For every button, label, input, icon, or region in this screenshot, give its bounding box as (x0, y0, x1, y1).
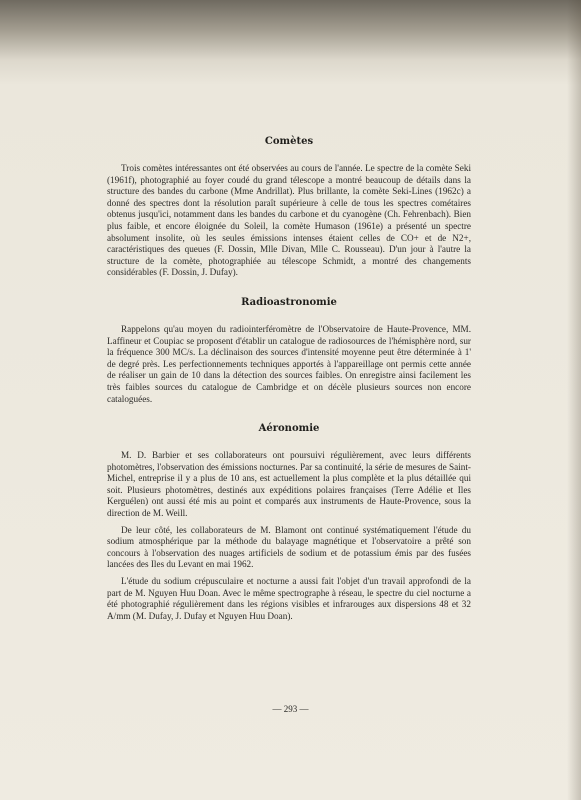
paragraph: L'étude du sodium crépusculaire et nocturne a aussi fait l'objet d'un travail approfondi de la part de M. Nguyen Huu Doan. Avec le même spectrographe à réseau, le spectre du ciel nocturne a été photographié régulièrement dans les régions visibles et infrarouges aux dispersions 48 et 32 A/mm (M. Dufay, J. Dufay et Nguyen Huu Doan). (107, 576, 471, 621)
section-title: Radioastronomie (241, 296, 337, 308)
section-radioastronomie (107, 296, 471, 405)
section-aeronomie (107, 422, 471, 622)
paragraph: De leur côté, les collaborateurs de M. Blamont ont continué systématiquement l'étude du sodium atmosphérique par la méthode du balayage magnétique et l'observatoire a prêté son concours à l'observation des nuages artificiels de sodium et de potassium émis par des fusées lancées des Iles du Levant en mai 1962. (107, 524, 471, 570)
page-number: — 293 — (272, 704, 309, 714)
paragraph: M. D. Barbier et ses collaborateurs ont poursuivi régulièrement, avec leurs différents photomètres, l'observation des émissions nocturnes. Par sa continuité, la série de mesures de Saint-Michel, entreprise il y a plus de 10 ans, est actuellement la plus complète et la plus détaillée qui soit. Plusieurs photomètres, destinés aux expéditions polaires françaises (Terre Adélie et Iles Kerguélen) ont aussi été mis au point et comparés aux instruments de Haute-Provence, sous la direction de M. Weill. (107, 450, 471, 519)
section-title: Aéronomie (258, 423, 320, 435)
section-cometes (107, 135, 471, 279)
page-content (107, 135, 471, 639)
section-title: Comètes (264, 136, 314, 147)
paragraph: Trois comètes intéressantes ont été observées au cours de l'année. Le spectre de la comète Seki (1961f), photographié au foyer coudé du grand télescope a montré beaucoup de détails dans la structure des bandes du carbone (Mme Andrillat). Plus brillante, la comète Seki-Lines (1962c) a donné des spectres dont la résolution paraît supérieure à celle de tous les spectres cométaires obtenus jusqu'ici, notamment dans les bandes du carbone et du cyanogène (Ch. Fehrenbach). Bien plus faible, et encore éloignée du Soleil, la comète Humason (1961e) a présenté un spectre absolument insolite, où les seules émissions intenses étaient celles de CO+ et de N2+, caractéristiques des queues (F. Dossin, Mlle Divan, Mlle C. Rousseau). D'un jour à l'autre la structure de la comète, photographiée au télescope Schmidt, a montré des changements considérables (F. Dossin, J. Dufay). (107, 163, 471, 278)
paragraph: Rappelons qu'au moyen du radiointerféromètre de l'Observatoire de Haute-Provence, MM. Laffineur et Coupiac se proposent d'établir un catalogue de radiosources de l'hémisphère nord, sur la fréquence 300 MC/s. La déclinaison des sources d'intensité moyenne peut être déterminée à 1' de degré près. Les perfectionnements techniques apportés à l'appareillage ont permis cette année de réaliser un gain de 10 dans la détection des sources faibles. On enregistre ainsi facilement les très faibles sources du catalogue de Cambridge et on décèle plusieurs sources non encore cataloguées. (107, 323, 471, 404)
